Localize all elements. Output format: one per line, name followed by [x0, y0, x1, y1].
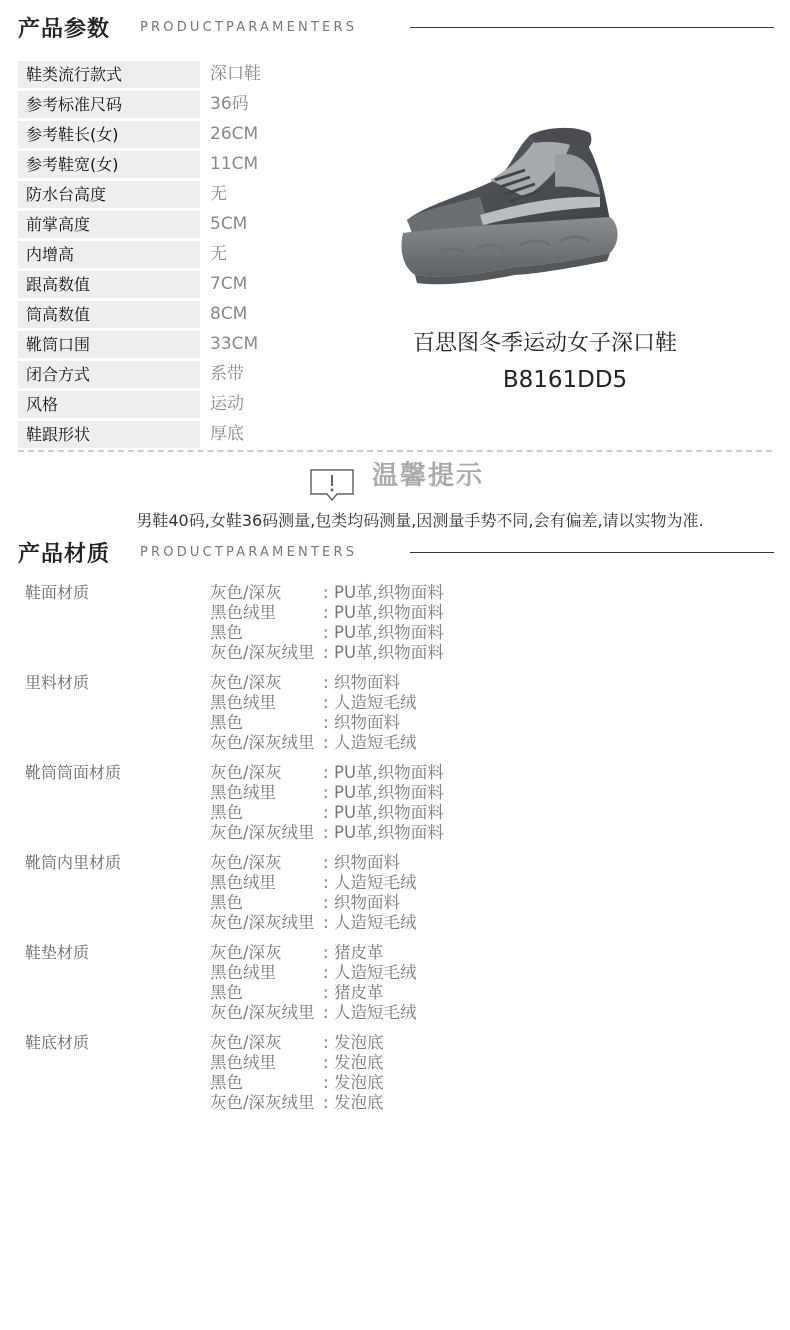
material-color: 黑色: [210, 893, 243, 912]
param-row: [18, 270, 378, 300]
material-color: 灰色/深灰: [210, 583, 282, 602]
param-row: [18, 60, 378, 90]
material-color: 灰色/深灰绒里: [210, 1093, 315, 1112]
separator: :: [323, 943, 329, 962]
separator: :: [323, 1033, 329, 1052]
section-subtitle: PRODUCTPARAMENTERS: [140, 545, 358, 560]
material-value: PU革,织物面料: [334, 623, 444, 642]
product-image: [395, 125, 625, 295]
material-color: 黑色: [210, 803, 243, 822]
tip-title: 温馨提示: [372, 461, 485, 491]
params-table: [18, 60, 378, 450]
material-group: [25, 853, 545, 943]
material-group: [25, 583, 545, 673]
section-title: 产品参数: [18, 17, 111, 42]
separator: :: [323, 733, 329, 752]
material-group: [25, 763, 545, 853]
material-value: 人造短毛绒: [334, 1003, 417, 1022]
tip-text: 男鞋40码,女鞋36码测量,包类均码测量,因测量手势不同,会有偏差,请以实物为准.: [136, 511, 704, 530]
separator: :: [323, 873, 329, 892]
separator: :: [323, 673, 329, 692]
param-value: 无: [210, 244, 227, 264]
material-label: 里料材质: [25, 673, 90, 692]
material-color: 灰色/深灰: [210, 673, 282, 692]
param-value: 7CM: [210, 274, 248, 294]
material-label: 鞋垫材质: [25, 943, 90, 962]
param-row: [18, 360, 378, 390]
param-label: 筒高数值: [18, 301, 200, 328]
material-value: 猪皮革: [334, 983, 384, 1002]
separator: :: [323, 1053, 329, 1072]
separator: :: [323, 823, 329, 842]
material-color: 黑色绒里: [210, 963, 276, 982]
param-value: 运动: [210, 394, 244, 414]
separator: :: [323, 763, 329, 782]
param-row: [18, 300, 378, 330]
material-color: 黑色绒里: [210, 873, 276, 892]
material-value: 发泡底: [334, 1093, 384, 1112]
material-label: 靴筒内里材质: [25, 853, 122, 872]
param-row: [18, 240, 378, 270]
material-value: PU革,织物面料: [334, 823, 444, 842]
material-value: 织物面料: [334, 893, 400, 912]
material-color: 黑色绒里: [210, 1053, 276, 1072]
separator: :: [323, 1093, 329, 1112]
param-value: 33CM: [210, 334, 259, 354]
divider-line: [410, 552, 774, 553]
material-value: 人造短毛绒: [334, 963, 417, 982]
param-label: 防水台高度: [18, 181, 200, 208]
param-value: 8CM: [210, 304, 248, 324]
param-row: [18, 150, 378, 180]
material-group: [25, 1033, 545, 1123]
param-label: 闭合方式: [18, 361, 200, 388]
material-value: 人造短毛绒: [334, 693, 417, 712]
exclamation-icon: [310, 469, 354, 501]
divider-line: [410, 27, 774, 28]
param-row: [18, 90, 378, 120]
separator: :: [323, 603, 329, 622]
material-label: 靴筒筒面材质: [25, 763, 122, 782]
material-color: 灰色/深灰: [210, 1033, 282, 1052]
param-value: 11CM: [210, 154, 259, 174]
product-name: 百思图冬季运动女子深口鞋: [412, 331, 677, 356]
material-value: PU革,织物面料: [334, 643, 444, 662]
param-value: 36码: [210, 94, 249, 114]
param-label: 内增高: [18, 241, 200, 268]
material-value: 人造短毛绒: [334, 733, 417, 752]
param-label: 跟高数值: [18, 271, 200, 298]
separator: :: [323, 803, 329, 822]
material-color: 黑色绒里: [210, 603, 276, 622]
material-value: 发泡底: [334, 1053, 384, 1072]
dashed-divider: [18, 450, 772, 452]
section-header-params: [18, 12, 774, 46]
material-color: 灰色/深灰绒里: [210, 643, 315, 662]
material-value: 发泡底: [334, 1033, 384, 1052]
param-row: [18, 390, 378, 420]
material-color: 黑色: [210, 1073, 243, 1092]
section-subtitle: PRODUCTPARAMENTERS: [140, 20, 358, 35]
param-label: 参考鞋宽(女): [18, 151, 200, 178]
material-color: 黑色绒里: [210, 783, 276, 802]
material-color: 灰色/深灰: [210, 853, 282, 872]
param-row: [18, 330, 378, 360]
separator: :: [323, 1003, 329, 1022]
material-value: 发泡底: [334, 1073, 384, 1092]
separator: :: [323, 913, 329, 932]
separator: :: [323, 893, 329, 912]
material-value: 人造短毛绒: [334, 873, 417, 892]
param-row: [18, 420, 378, 450]
material-color: 灰色/深灰绒里: [210, 1003, 315, 1022]
material-label: 鞋底材质: [25, 1033, 90, 1052]
material-value: PU革,织物面料: [334, 783, 444, 802]
material-value: 织物面料: [334, 713, 400, 732]
material-color: 灰色/深灰绒里: [210, 913, 315, 932]
material-value: 人造短毛绒: [334, 913, 417, 932]
param-row: [18, 120, 378, 150]
param-value: 厚底: [210, 424, 244, 444]
materials-list: [25, 583, 545, 1123]
material-value: 织物面料: [334, 853, 400, 872]
param-row: [18, 210, 378, 240]
separator: :: [323, 963, 329, 982]
separator: :: [323, 853, 329, 872]
param-label: 风格: [18, 391, 200, 418]
separator: :: [323, 643, 329, 662]
param-value: 系带: [210, 364, 244, 384]
material-color: 灰色/深灰: [210, 763, 282, 782]
param-label: 前掌高度: [18, 211, 200, 238]
material-value: PU革,织物面料: [334, 583, 444, 602]
separator: :: [323, 713, 329, 732]
material-value: PU革,织物面料: [334, 803, 444, 822]
material-group: [25, 673, 545, 763]
separator: :: [323, 983, 329, 1002]
separator: :: [323, 623, 329, 642]
material-label: 鞋面材质: [25, 583, 90, 602]
material-color: 灰色/深灰绒里: [210, 733, 315, 752]
material-group: [25, 943, 545, 1033]
material-value: 织物面料: [334, 673, 400, 692]
param-label: 靴筒口围: [18, 331, 200, 358]
material-color: 黑色绒里: [210, 693, 276, 712]
param-value: 深口鞋: [210, 64, 261, 84]
material-color: 灰色/深灰: [210, 943, 282, 962]
param-label: 鞋类流行款式: [18, 61, 200, 88]
separator: :: [323, 583, 329, 602]
section-header-materials: [18, 537, 774, 571]
separator: :: [323, 1073, 329, 1092]
param-row: [18, 180, 378, 210]
material-value: PU革,织物面料: [334, 763, 444, 782]
section-title: 产品材质: [18, 542, 111, 567]
param-label: 参考标准尺码: [18, 91, 200, 118]
separator: :: [323, 693, 329, 712]
material-color: 灰色/深灰绒里: [210, 823, 315, 842]
param-value: 26CM: [210, 124, 259, 144]
param-label: 鞋跟形状: [18, 421, 200, 448]
product-code: B8161DD5: [502, 367, 628, 393]
param-value: 5CM: [210, 214, 248, 234]
param-label: 参考鞋长(女): [18, 121, 200, 148]
material-color: 黑色: [210, 623, 243, 642]
material-value: PU革,织物面料: [334, 603, 444, 622]
material-value: 猪皮革: [334, 943, 384, 962]
param-value: 无: [210, 184, 227, 204]
material-color: 黑色: [210, 983, 243, 1002]
material-color: 黑色: [210, 713, 243, 732]
separator: :: [323, 783, 329, 802]
